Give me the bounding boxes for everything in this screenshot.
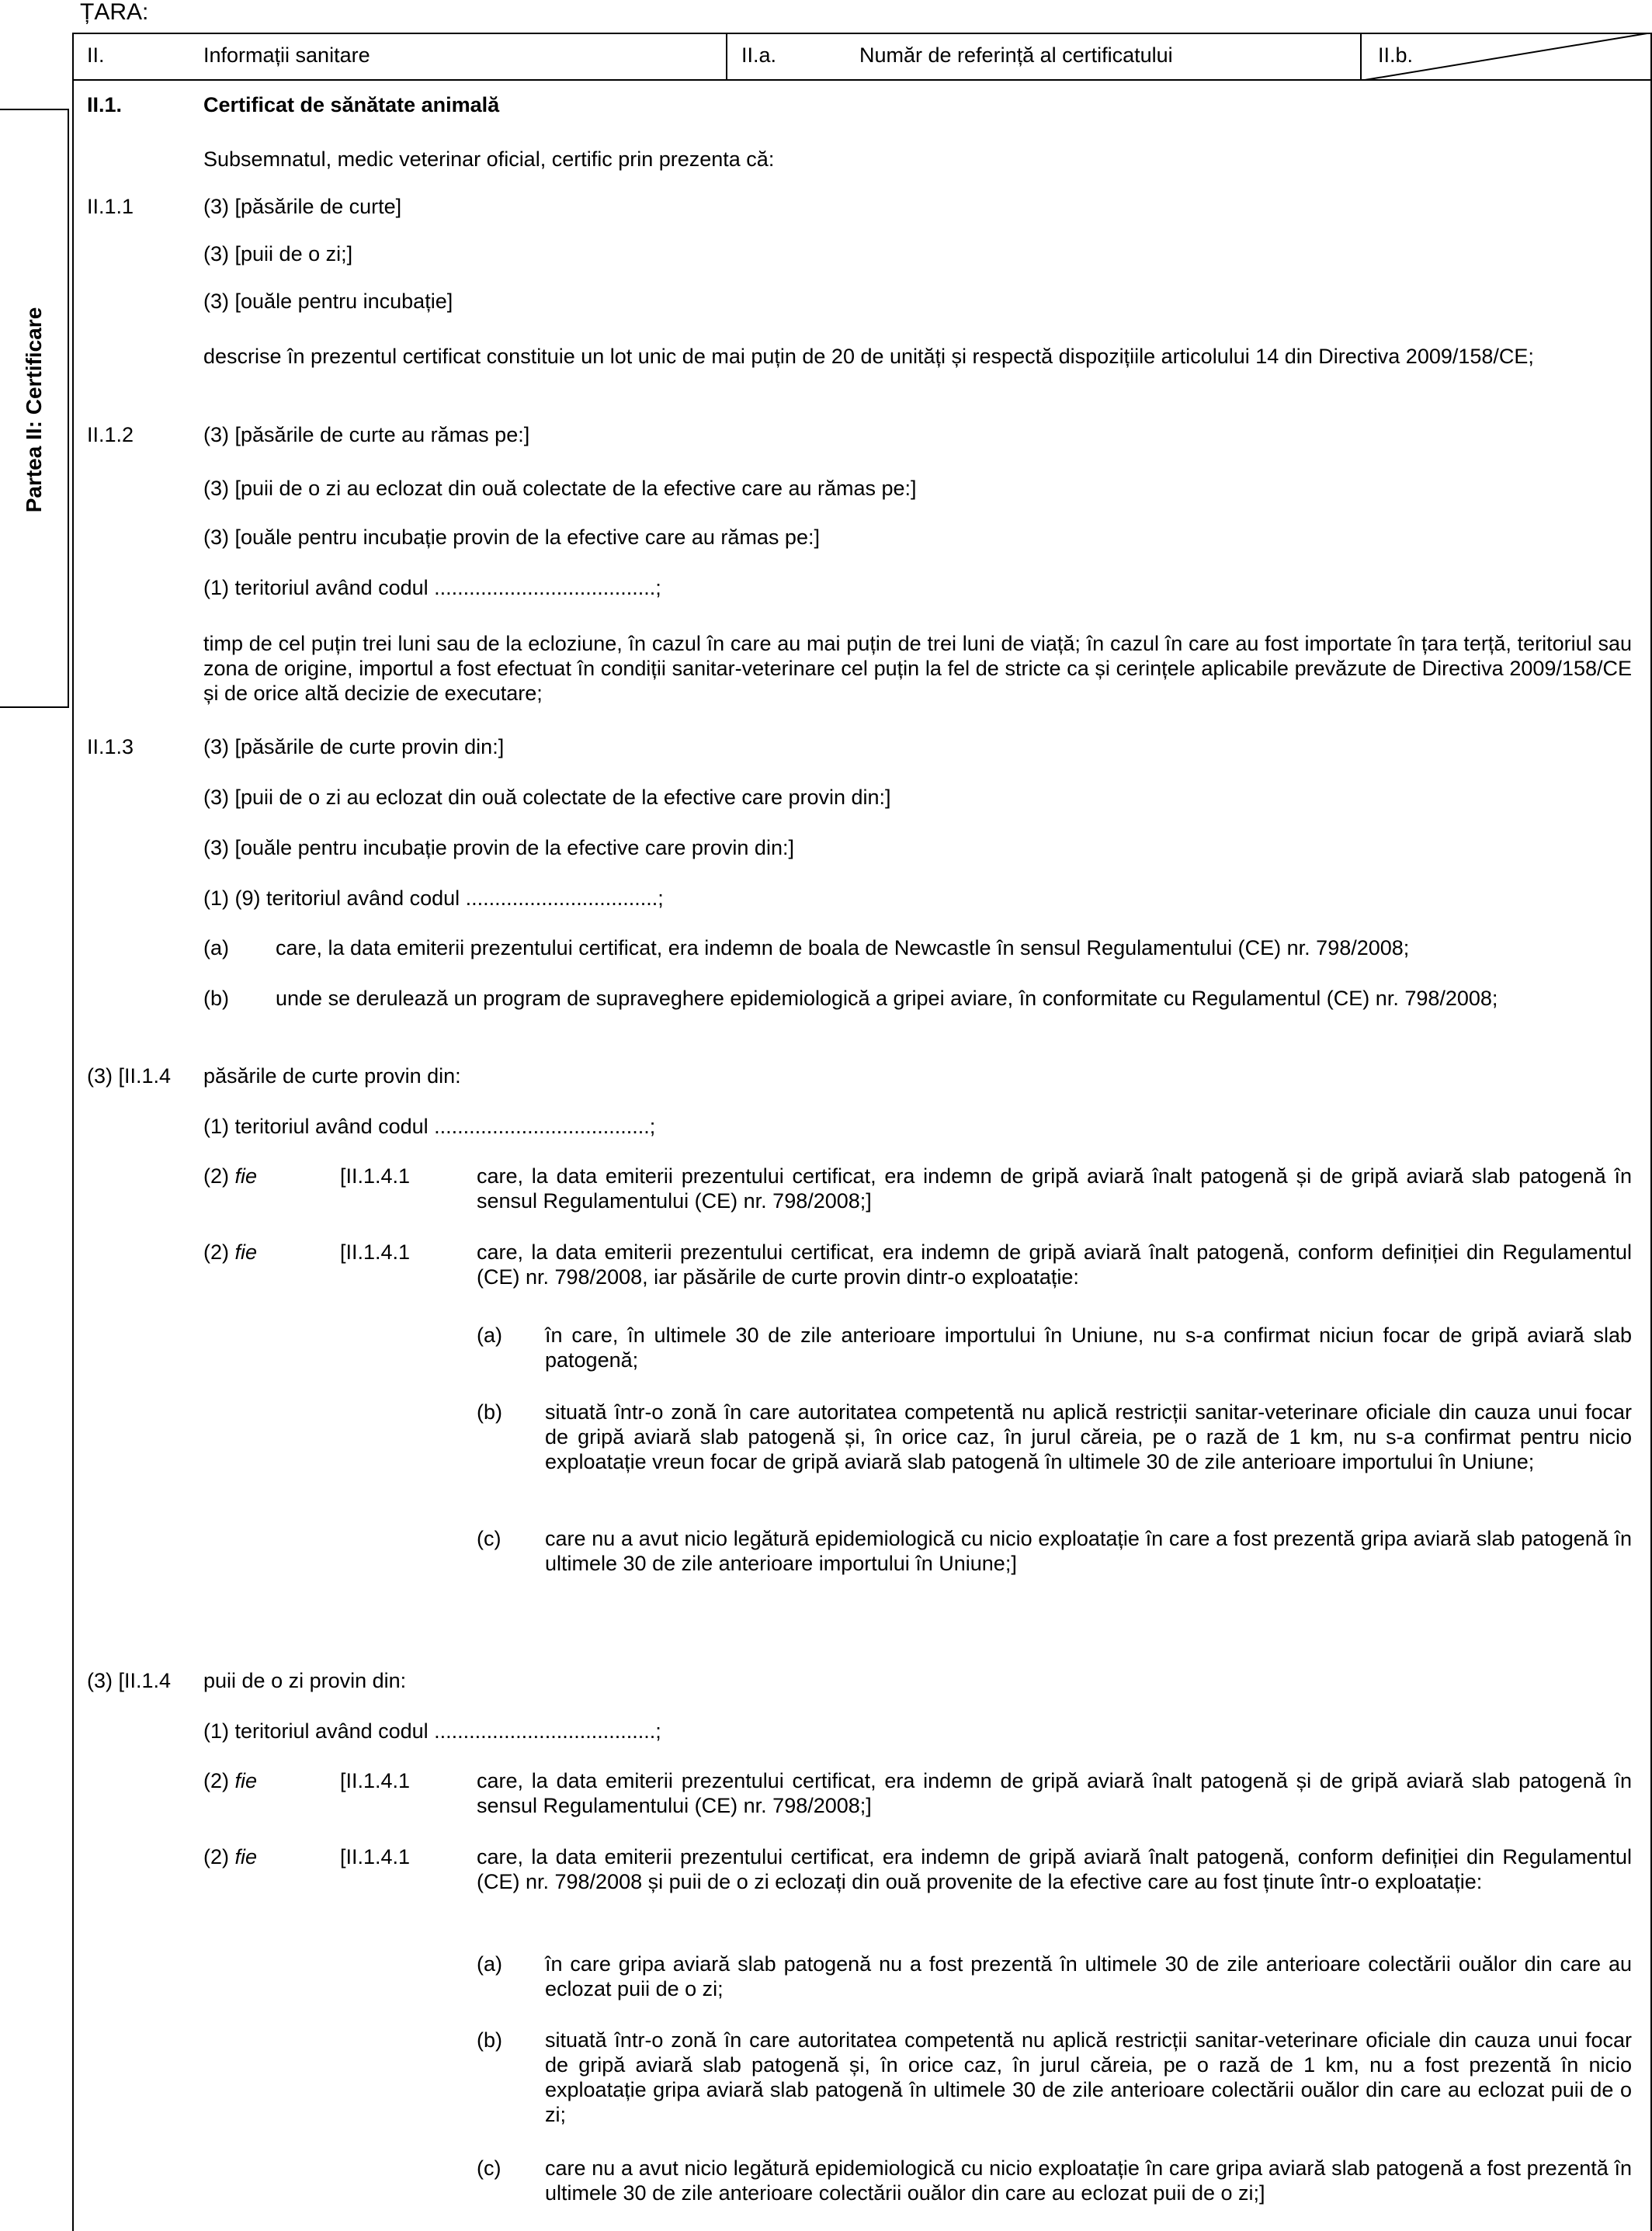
p112-line2-text: [puii de o zi au eclozat din ouă colectate de la efective care au rămas pe:]	[234, 477, 917, 500]
p114a-opt1-fie	[203, 1164, 257, 1188]
note-ref: (3)	[87, 1669, 113, 1692]
p113-line1	[203, 734, 504, 759]
p113-line2-text: [puii de o zi au eclozat din ouă colectate de la efective care provin din:]	[234, 786, 891, 809]
p114b-line1-text: teritoriul având codul ......................................;	[234, 1719, 661, 1743]
note-ref: (2)	[203, 1845, 229, 1868]
p114a-b-text: situată într-o zonă în care autoritatea competentă nu aplică restricții sanitar-veterinare oficiale din cauza unui focar de gripă aviară slab patogenă și, în orice caz, în jurul căreia, pe o rază de 1 km, nu s-a confirmat pentru nicio exploatație vreun focar de gripă aviară slab patogenă în ultimele 30 de zile anterioare importului în Uniune;	[545, 1400, 1632, 1473]
p114b-a-label: (a)	[477, 1952, 502, 1976]
p114a-a-label: (a)	[477, 1324, 502, 1347]
p114b-number	[87, 1668, 171, 1693]
note-ref: (3)	[203, 423, 229, 446]
p111-line2	[203, 241, 352, 266]
p114a-opt1-text: care, la data emiterii prezentului certificat, era indemn de gripă aviară înalt patogenă și de gripă aviară slab patogenă în sensul Regulamentului (CE) nr. 798/2008;]	[477, 1164, 1632, 1213]
p112-number: II.1.2	[87, 423, 134, 446]
note-ref: (3)	[203, 786, 229, 809]
p114b-c-label: (c)	[477, 2156, 502, 2180]
note-ref: (3)	[203, 242, 229, 265]
p114a-b-label: (b)	[477, 1400, 502, 1424]
p111-number: II.1.1	[87, 195, 134, 218]
p114b-b-label: (b)	[477, 2028, 502, 2052]
p114a-opt1-num: [II.1.4.1	[340, 1164, 411, 1188]
p114b-opt2-fie	[203, 1844, 257, 1869]
p112-text: timp de cel puțin trei luni sau de la ecloziune, în cazul în care au mai puțin de trei luni de viață; în cazul în care au fost importate în țara terță, teritoriul sau zona de origine, importul a fost efectuat în condiții sanitar-veterinare cel puțin la fel de stricte ca și cerințele aplicabile prevăzute de Directiva 2009/158/CE și de orice altă decizie de executare;	[203, 632, 1632, 705]
p114b-line1	[203, 1719, 661, 1744]
p112-line4-text: teritoriul având codul ......................................;	[234, 576, 661, 599]
p113-number: II.1.3	[87, 735, 134, 758]
p113-a-label: (a)	[203, 936, 229, 959]
p113-line3	[203, 835, 794, 860]
p114b-opt1-fie	[203, 1768, 257, 1793]
p114b-title: puii de o zi provin din:	[203, 1669, 407, 1692]
note-ref: (3)	[203, 195, 229, 218]
p114a-c-text: care nu a avut nicio legătură epidemiologică cu nicio exploatație în care a fost prezentă gripa aviară slab patogenă în ultimele 30 de zile anterioare importului în Uniune;]	[545, 1527, 1632, 1575]
p112-line2	[203, 476, 917, 501]
header-ref-title: Număr de referință al certificatului	[859, 43, 1173, 67]
note-ref: (1)	[203, 887, 229, 910]
p114b-opt1-text: care, la data emiterii prezentului certificat, era indemn de gripă aviară înalt patogenă și de gripă aviară slab patogenă în sensul Regulamentului (CE) nr. 798/2008;]	[477, 1769, 1632, 1817]
p112-line4	[203, 575, 661, 600]
fie-label: fie	[234, 1769, 258, 1792]
p111-line1-text: [păsările de curte]	[234, 195, 402, 218]
fie-label: fie	[234, 1164, 258, 1188]
note-ref: (3)	[203, 477, 229, 500]
p114b-a-text: în care gripa aviară slab patogenă nu a fost prezentă în ultimele 30 de zile anterioare colectării ouălor din care au eclozat puii de o zi;	[545, 1952, 1632, 2000]
note-ref: (3)	[203, 836, 229, 859]
p112-line1	[203, 422, 529, 447]
fie-label: fie	[234, 1845, 258, 1868]
p114a-number	[87, 1063, 171, 1088]
p114a-c-label: (c)	[477, 1527, 502, 1550]
p111-line2-text: [puii de o zi;]	[234, 242, 353, 265]
note-ref: (3)	[87, 1064, 113, 1088]
p111-line3-text: [ouăle pentru incubație]	[234, 290, 453, 313]
p113-a-text: care, la data emiterii prezentului certificat, era indemn de boala de Newcastle în sensul Regulamentului (CE) nr. 798/2008;	[276, 936, 1410, 959]
note-ref: (1)	[203, 576, 229, 599]
country-label: ȚARA:	[80, 0, 149, 25]
note-ref: (1)	[203, 1719, 229, 1743]
fie-label: fie	[234, 1240, 258, 1264]
note-ref: (2)	[203, 1769, 229, 1792]
note-ref: (2)	[203, 1164, 229, 1188]
p114a-opt2-fie	[203, 1240, 257, 1265]
p114a-line1-text: teritoriul având codul .....................................;	[234, 1115, 656, 1138]
p113-b-text: unde se derulează un program de supraveghere epidemiologică a gripei aviare, în conformitate cu Regulamentul (CE) nr. 798/2008;	[276, 987, 1498, 1010]
header-divider-1	[726, 33, 727, 81]
p114a-title: păsările de curte provin din:	[203, 1064, 461, 1088]
header-refb-number: II.b.	[1378, 43, 1414, 67]
p114a-line1	[203, 1114, 655, 1139]
frame-left-border	[72, 33, 74, 2231]
p114b-opt1-num: [II.1.4.1	[340, 1769, 411, 1792]
note-ref: (9)	[234, 887, 261, 910]
p114a-number-text: [II.1.4	[118, 1064, 172, 1088]
p114b-b-text: situată într-o zonă în care autoritatea competentă nu aplică restricții sanitar-veterinare oficiale din cauza unui focar de gripă aviară slab patogenă și, în orice caz, în jurul căreia, pe o rază de 1 km, nu a fost prezentă în nicio exploatație gripa aviară slab patogenă în ultimele 30 de zile anterioare colectării ouălor din care au eclozat puii de o zi;	[545, 2028, 1632, 2126]
p111-text: descrise în prezentul certificat constituie un lot unic de mai puțin de 20 de unități și respectă dispozițiile articolului 14 din Directiva 2009/158/CE;	[203, 345, 1534, 368]
p112-line3-text: [ouăle pentru incubație provin de la efective care au rămas pe:]	[234, 526, 820, 549]
intro-text: Subsemnatul, medic veterinar oficial, certific prin prezenta că:	[203, 147, 775, 171]
p113-line4	[203, 886, 664, 911]
p114b-c-text: care nu a avut nicio legătură epidemiologică cu nicio exploatație în care gripa aviară slab patogenă a fost prezentă în ultimele 30 de zile anterioare colectării ouălor din care au eclozat puii de o zi;]	[545, 2156, 1632, 2205]
p113-line4-text: teritoriul având codul .................................;	[266, 887, 664, 910]
p114b-number-text: [II.1.4	[118, 1669, 172, 1692]
p111-line1	[203, 194, 401, 219]
note-ref: (3)	[203, 735, 229, 758]
p113-b-label: (b)	[203, 987, 229, 1010]
p114b-opt2-num: [II.1.4.1	[340, 1845, 411, 1868]
section-number: II.1.	[87, 93, 123, 116]
p113-line3-text: [ouăle pentru incubație provin de la efective care provin din:]	[234, 836, 794, 859]
p112-line3	[203, 525, 820, 550]
p111-line3	[203, 289, 453, 314]
header-section-number: II.	[87, 43, 105, 67]
header-section-title: Informații sanitare	[203, 43, 370, 67]
note-ref: (3)	[203, 290, 229, 313]
p113-line2	[203, 785, 891, 810]
p114b-opt2-text: care, la data emiterii prezentului certificat, era indemn de gripă aviară înalt patogenă, conform definiției din Regulamentul (CE) nr. 798/2008 și puii de o zi eclozați din ouă provenite de la efective care au fost ținute într-o exploatație:	[477, 1845, 1632, 1893]
side-label-box	[0, 109, 69, 708]
p114a-opt2-text: care, la data emiterii prezentului certificat, era indemn de gripă aviară înalt patogenă, conform definiției din Regulamentul (CE) nr. 798/2008, iar păsările de curte provin dintr-o exploatație:	[477, 1240, 1632, 1289]
p112-line1-text: [păsările de curte au rămas pe:]	[234, 423, 530, 446]
p114a-a-text: în care, în ultimele 30 de zile anterioare importului în Uniune, nu s-a confirmat niciun focar de gripă aviară slab patogenă;	[545, 1324, 1632, 1372]
p113-line1-text: [păsările de curte provin din:]	[234, 735, 505, 758]
note-ref: (3)	[203, 526, 229, 549]
side-label: Partea II: Certificare	[22, 307, 46, 513]
p114a-opt2-num: [II.1.4.1	[340, 1240, 411, 1264]
note-ref: (2)	[203, 1240, 229, 1264]
section-title: Certificat de sănătate animală	[203, 93, 500, 116]
note-ref: (1)	[203, 1115, 229, 1138]
header-ref-number: II.a.	[741, 43, 777, 67]
